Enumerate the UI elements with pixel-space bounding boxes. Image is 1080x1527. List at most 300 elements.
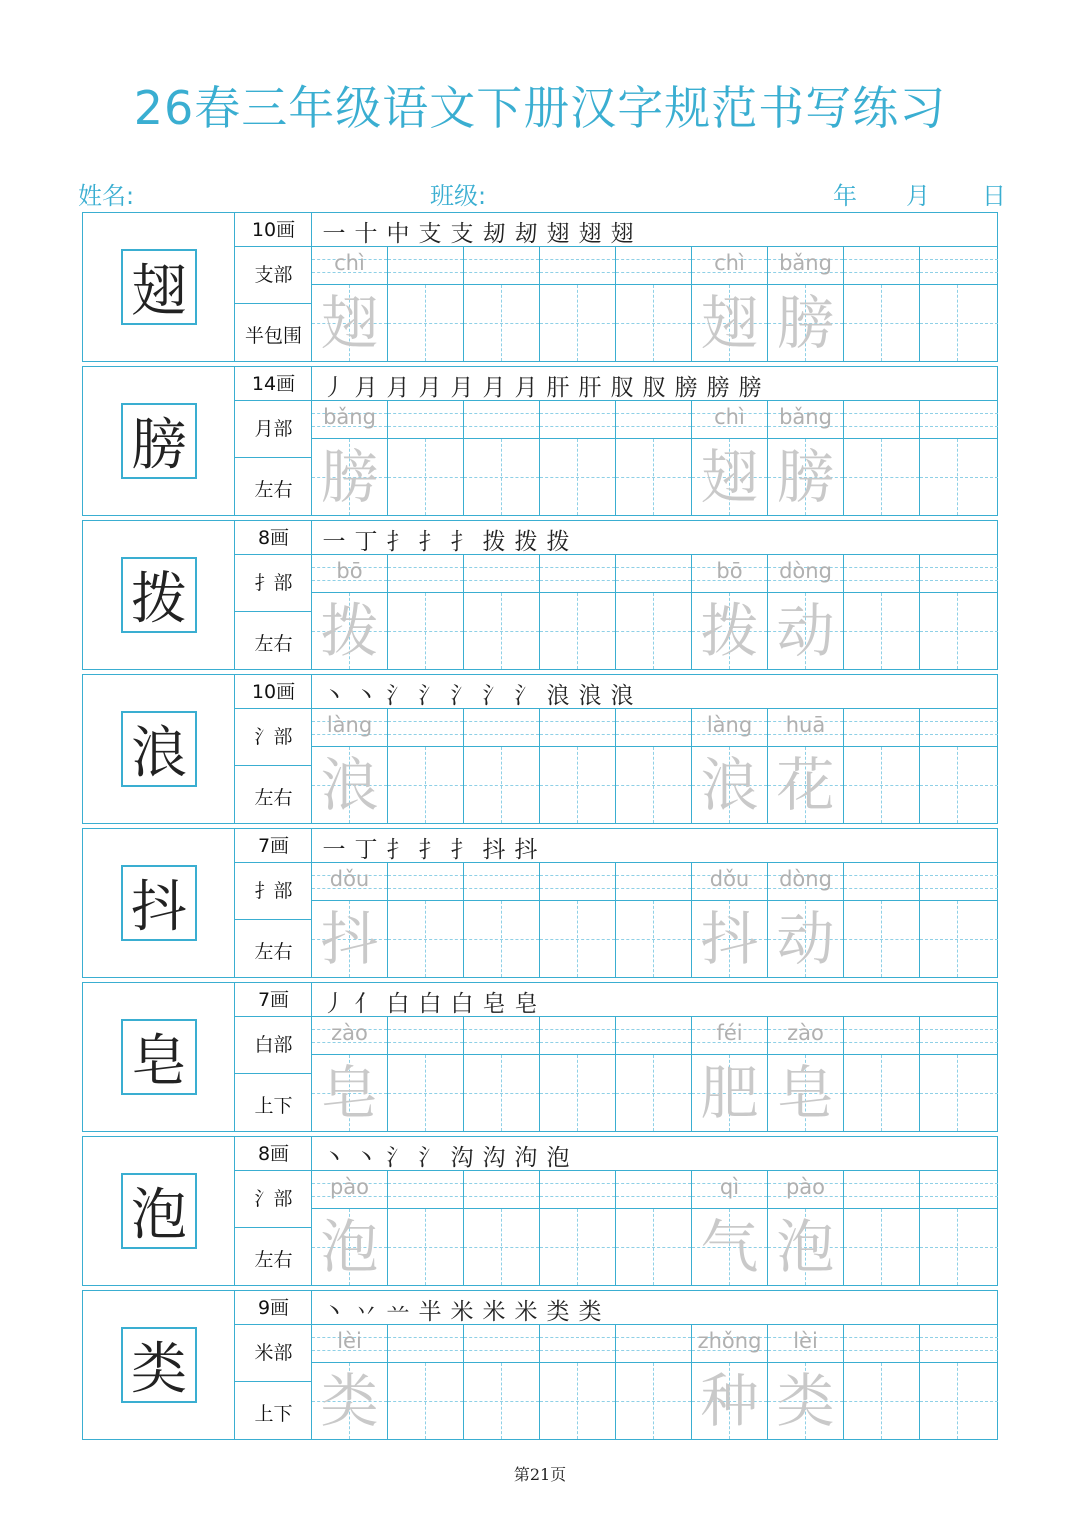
stroke-step: 沟 [450,1145,474,1171]
practice-grid [312,401,998,515]
pinyin-row [692,709,767,747]
radical: 氵部 [235,1171,312,1228]
practice-cell[interactable] [844,1325,920,1439]
stroke-step: 皂 [514,991,538,1017]
stroke-step: 丿 [322,375,346,401]
pinyin-row [464,709,539,747]
stroke-step: 抖 [482,837,506,863]
char-info [235,1137,312,1285]
stroke-step: 䒑 [386,1299,410,1325]
stroke-step: 丶 [354,1145,378,1171]
pinyin-row [920,401,998,439]
trace-char [464,901,539,977]
trace-char [616,747,691,823]
trace-char [464,593,539,669]
char-row [82,1136,998,1286]
trace-char [616,593,691,669]
trace-char [388,285,463,361]
trace-char: 膀 [776,289,835,357]
stroke-step: 丁 [354,837,378,863]
trace-char: 翅 [320,289,379,357]
practice-cell[interactable] [388,709,464,823]
stroke-step: 膀 [738,375,762,401]
pinyin-text: lèi [793,1329,818,1353]
stroke-step: 翅 [546,221,570,247]
practice-cell[interactable] [844,401,920,515]
trace-char [920,1055,998,1131]
big-char: 浪 [121,711,197,787]
stroke-step: 丶 [322,683,346,709]
day-label: 日 [982,182,1006,210]
practice-cell[interactable] [464,863,540,977]
practice-cell[interactable] [540,1017,616,1131]
stroke-step: 浪 [610,683,634,709]
practice-cell[interactable] [920,555,998,669]
stroke-step: 氵 [514,683,538,709]
pinyin-row [768,1325,843,1363]
practice-cell[interactable] [768,1325,844,1439]
pinyin-row [768,863,843,901]
stroke-count: 10画 [235,213,312,247]
pinyin-row [312,1325,387,1363]
pinyin-row [692,401,767,439]
radical: 白部 [235,1017,312,1074]
practice-cell[interactable] [920,401,998,515]
big-char: 泡 [121,1173,197,1249]
structure: 上下 [254,1403,293,1425]
stroke-step: 扌 [418,837,442,863]
trace-char: 膀 [320,443,379,511]
pinyin-row [692,863,767,901]
stroke-step: 膀 [674,375,698,401]
stroke-step: 拨 [482,529,506,555]
big-char-cell [83,1291,235,1439]
pinyin-text: làng [326,713,373,737]
pinyin-row [844,555,919,593]
stroke-count: 7画 [235,983,312,1017]
practice-cell[interactable] [540,863,616,977]
practice-cell[interactable] [920,709,998,823]
trace-char [920,1209,998,1285]
trace-char [540,285,615,361]
practice-cell[interactable] [692,709,768,823]
pinyin-row [844,401,919,439]
big-char: 抖 [121,865,197,941]
trace-char [540,901,615,977]
stroke-step: 十 [354,221,378,247]
practice-cell[interactable] [312,1171,388,1285]
char-info [235,983,312,1131]
radical: 米部 [235,1325,312,1382]
trace-char: 气 [700,1213,759,1281]
practice-cell[interactable] [464,1017,540,1131]
stroke-order [312,213,998,247]
stroke-step: 月 [450,375,474,401]
trace-char [388,901,463,977]
structure: 左右 [254,479,293,501]
trace-char: 拨 [700,597,759,665]
stroke-step: 月 [418,375,442,401]
char-info [235,521,312,669]
practice-cell[interactable] [540,555,616,669]
practice-cell[interactable] [768,247,844,361]
big-char-cell [83,675,235,823]
stroke-step: 丁 [354,529,378,555]
pinyin-row [768,1017,843,1055]
pinyin-text: huā [785,713,826,737]
practice-cell[interactable] [312,555,388,669]
pinyin-row [616,863,691,901]
stroke-step: 米 [482,1299,506,1325]
trace-char: 类 [776,1367,835,1435]
stroke-step: 丶 [354,683,378,709]
practice-cell[interactable] [464,709,540,823]
practice-cell[interactable] [844,863,920,977]
practice-cell[interactable] [312,1017,388,1131]
practice-cell[interactable] [692,401,768,515]
trace-char: 种 [700,1367,759,1435]
structure: 左右 [254,787,293,809]
practice-cell[interactable] [464,1171,540,1285]
practice-cell[interactable] [768,1171,844,1285]
stroke-step: 类 [546,1299,570,1325]
pinyin-row [616,555,691,593]
pinyin-row [540,863,615,901]
pinyin-text: zào [331,1021,368,1045]
practice-cell[interactable] [692,1171,768,1285]
practice-cell[interactable] [768,1017,844,1131]
year-label: 年 [833,182,857,210]
stroke-step: 米 [514,1299,538,1325]
trace-char [464,1055,539,1131]
practice-cell[interactable] [388,1325,464,1439]
practice-cell[interactable] [616,247,692,361]
pinyin-row [464,1017,539,1055]
big-char: 类 [121,1327,197,1403]
trace-char [920,593,998,669]
pinyin-row [388,555,463,593]
practice-cell[interactable] [920,863,998,977]
stroke-step: 丶 [322,1145,346,1171]
practice-cell[interactable] [464,247,540,361]
stroke-step: 氵 [386,1145,410,1171]
trace-char [920,1363,998,1439]
trace-char [920,901,998,977]
pinyin-row [616,709,691,747]
pinyin-row [920,555,998,593]
pinyin-row [312,555,387,593]
pinyin-row [920,709,998,747]
practice-cell[interactable] [616,401,692,515]
practice-cell[interactable] [388,863,464,977]
stroke-step: 丿 [322,991,346,1017]
stroke-step: 一 [322,221,346,247]
pinyin-row [464,401,539,439]
char-info [235,829,312,977]
stroke-step: 氵 [418,1145,442,1171]
practice-cell[interactable] [844,1017,920,1131]
pinyin-text: bǎng [323,405,376,429]
stroke-step: 丷 [354,1299,378,1325]
stroke-step: 一 [322,529,346,555]
pinyin-row [768,1171,843,1209]
pinyin-text: dòng [779,559,832,583]
trace-char [464,285,539,361]
practice-cell[interactable] [920,247,998,361]
stroke-step: 月 [386,375,410,401]
pinyin-row [540,1171,615,1209]
pinyin-row [388,1017,463,1055]
trace-char: 拨 [320,597,379,665]
page-number: 第21页 [513,1465,567,1484]
practice-cell[interactable] [388,247,464,361]
trace-char [388,1363,463,1439]
pinyin-row [464,247,539,285]
pinyin-row [844,1017,919,1055]
practice-cell[interactable] [540,1325,616,1439]
trace-char [388,439,463,515]
stroke-order [312,829,998,863]
trace-char [388,1055,463,1131]
pinyin-row [388,709,463,747]
stroke-step: 扌 [386,529,410,555]
practice-cell[interactable] [616,1017,692,1131]
stroke-step: 白 [386,991,410,1017]
practice-cell[interactable] [312,1325,388,1439]
pinyin-row [312,1017,387,1055]
stroke-step: 月 [482,375,506,401]
pinyin-text: bō [716,559,743,583]
name-label: 姓名: [78,182,135,210]
practice-cell[interactable] [844,709,920,823]
practice-cell[interactable] [616,1171,692,1285]
char-row [82,212,998,362]
stroke-step: 中 [386,221,410,247]
practice-grid [312,1325,998,1439]
big-char: 皂 [121,1019,197,1095]
trace-char: 膀 [776,443,835,511]
big-char-cell [83,521,235,669]
practice-cell[interactable] [540,1171,616,1285]
practice-cell[interactable] [388,401,464,515]
pinyin-row [464,555,539,593]
practice-cell[interactable] [692,863,768,977]
practice-cell[interactable] [768,555,844,669]
pinyin-text: chì [334,251,365,275]
trace-char [844,439,919,515]
pinyin-text: bǎng [779,405,832,429]
practice-cell[interactable] [464,401,540,515]
pinyin-text: féi [716,1021,743,1045]
stroke-step: 泡 [546,1145,570,1171]
trace-char [616,285,691,361]
practice-cell[interactable] [844,247,920,361]
practice-cell[interactable] [768,709,844,823]
practice-cell[interactable] [616,863,692,977]
stroke-step: 月 [514,375,538,401]
big-char: 膀 [121,403,197,479]
trace-char [540,439,615,515]
structure: 左右 [254,633,293,655]
trace-char: 皂 [776,1059,835,1127]
practice-cell[interactable] [920,1017,998,1131]
pinyin-row [616,247,691,285]
pinyin-text: zhǒng [697,1329,762,1353]
trace-char: 肥 [700,1059,759,1127]
practice-cell[interactable] [312,709,388,823]
stroke-step: 肞 [642,375,666,401]
pinyin-text: dòng [779,867,832,891]
stroke-step: 支 [450,221,474,247]
practice-cell[interactable] [540,401,616,515]
trace-char [540,593,615,669]
pinyin-row [388,401,463,439]
practice-cell[interactable] [540,709,616,823]
radical: 扌部 [235,555,312,612]
radical: 扌部 [235,863,312,920]
stroke-step: 氵 [450,683,474,709]
stroke-step: 类 [578,1299,602,1325]
char-info [235,675,312,823]
practice-grid [312,1171,998,1285]
trace-char [616,439,691,515]
practice-cell[interactable] [464,1325,540,1439]
structure: 上下 [254,1095,293,1117]
stroke-step: 肝 [546,375,570,401]
char-info [235,367,312,515]
pinyin-row [844,1325,919,1363]
big-char-cell [83,829,235,977]
big-char-cell [83,1137,235,1285]
pinyin-text: zào [787,1021,824,1045]
pinyin-row [616,401,691,439]
stroke-step: 氵 [482,683,506,709]
practice-cell[interactable] [388,555,464,669]
trace-char [540,1363,615,1439]
trace-char [388,1209,463,1285]
trace-char: 花 [776,751,835,819]
pinyin-row [312,1171,387,1209]
practice-cell[interactable] [540,247,616,361]
pinyin-row [920,1325,998,1363]
class-label: 班级: [430,182,487,210]
trace-char: 动 [776,905,835,973]
pinyin-row [540,247,615,285]
practice-cell[interactable] [692,1325,768,1439]
practice-cell[interactable] [388,1171,464,1285]
stroke-step: 抖 [514,837,538,863]
trace-char [464,439,539,515]
trace-char [388,593,463,669]
pinyin-text: chì [714,405,745,429]
practice-grid [312,1017,998,1131]
practice-cell[interactable] [388,1017,464,1131]
practice-cell[interactable] [692,555,768,669]
practice-cell[interactable] [464,555,540,669]
pinyin-row [844,863,919,901]
practice-cell[interactable] [768,401,844,515]
pinyin-row [692,247,767,285]
trace-char: 翅 [700,289,759,357]
char-row [82,366,998,516]
trace-char: 抖 [700,905,759,973]
pinyin-text: dǒu [709,867,750,891]
practice-cell[interactable] [692,1017,768,1131]
pinyin-row [768,247,843,285]
stroke-step: 皂 [482,991,506,1017]
practice-cell[interactable] [312,863,388,977]
big-char: 翅 [121,249,197,325]
stroke-step: 翅 [578,221,602,247]
practice-cell[interactable] [768,863,844,977]
practice-cell[interactable] [616,709,692,823]
trace-char [540,1055,615,1131]
stroke-step: 亻 [354,991,378,1017]
pinyin-row [464,863,539,901]
big-char-cell [83,983,235,1131]
practice-cell[interactable] [844,1171,920,1285]
pinyin-row [692,555,767,593]
trace-char [844,747,919,823]
char-info [235,1291,312,1439]
pinyin-row [920,247,998,285]
radical: 氵部 [235,709,312,766]
pinyin-row [616,1171,691,1209]
stroke-step: 泃 [514,1145,538,1171]
char-row [82,520,998,670]
trace-char [616,1363,691,1439]
stroke-step: 白 [450,991,474,1017]
practice-cell[interactable] [616,1325,692,1439]
stroke-order [312,983,998,1017]
char-row [82,674,998,824]
pinyin-row [312,863,387,901]
stroke-count: 7画 [235,829,312,863]
practice-cell[interactable] [920,1325,998,1439]
stroke-step: 一 [322,837,346,863]
practice-cell[interactable] [844,555,920,669]
trace-char: 泡 [776,1213,835,1281]
practice-cell[interactable] [692,247,768,361]
pinyin-text: bǎng [779,251,832,275]
pinyin-row [920,1017,998,1055]
practice-cell[interactable] [920,1171,998,1285]
pinyin-text: qì [719,1175,740,1199]
pinyin-row [540,401,615,439]
trace-char [388,747,463,823]
trace-char: 抖 [320,905,379,973]
pinyin-row [616,1325,691,1363]
pinyin-row [540,709,615,747]
practice-cell[interactable] [312,247,388,361]
stroke-count: 14画 [235,367,312,401]
trace-char [844,1363,919,1439]
practice-cell[interactable] [616,555,692,669]
pinyin-row [844,247,919,285]
pinyin-text: bō [336,559,363,583]
stroke-step: 扌 [386,837,410,863]
big-char-cell [83,213,235,361]
practice-cell[interactable] [312,401,388,515]
stroke-step: 翅 [610,221,634,247]
pinyin-row [692,1017,767,1055]
trace-char: 泡 [320,1213,379,1281]
stroke-step: 浪 [578,683,602,709]
radical: 月部 [235,401,312,458]
practice-grid [312,863,998,977]
char-row [82,828,998,978]
stroke-order [312,1137,998,1171]
